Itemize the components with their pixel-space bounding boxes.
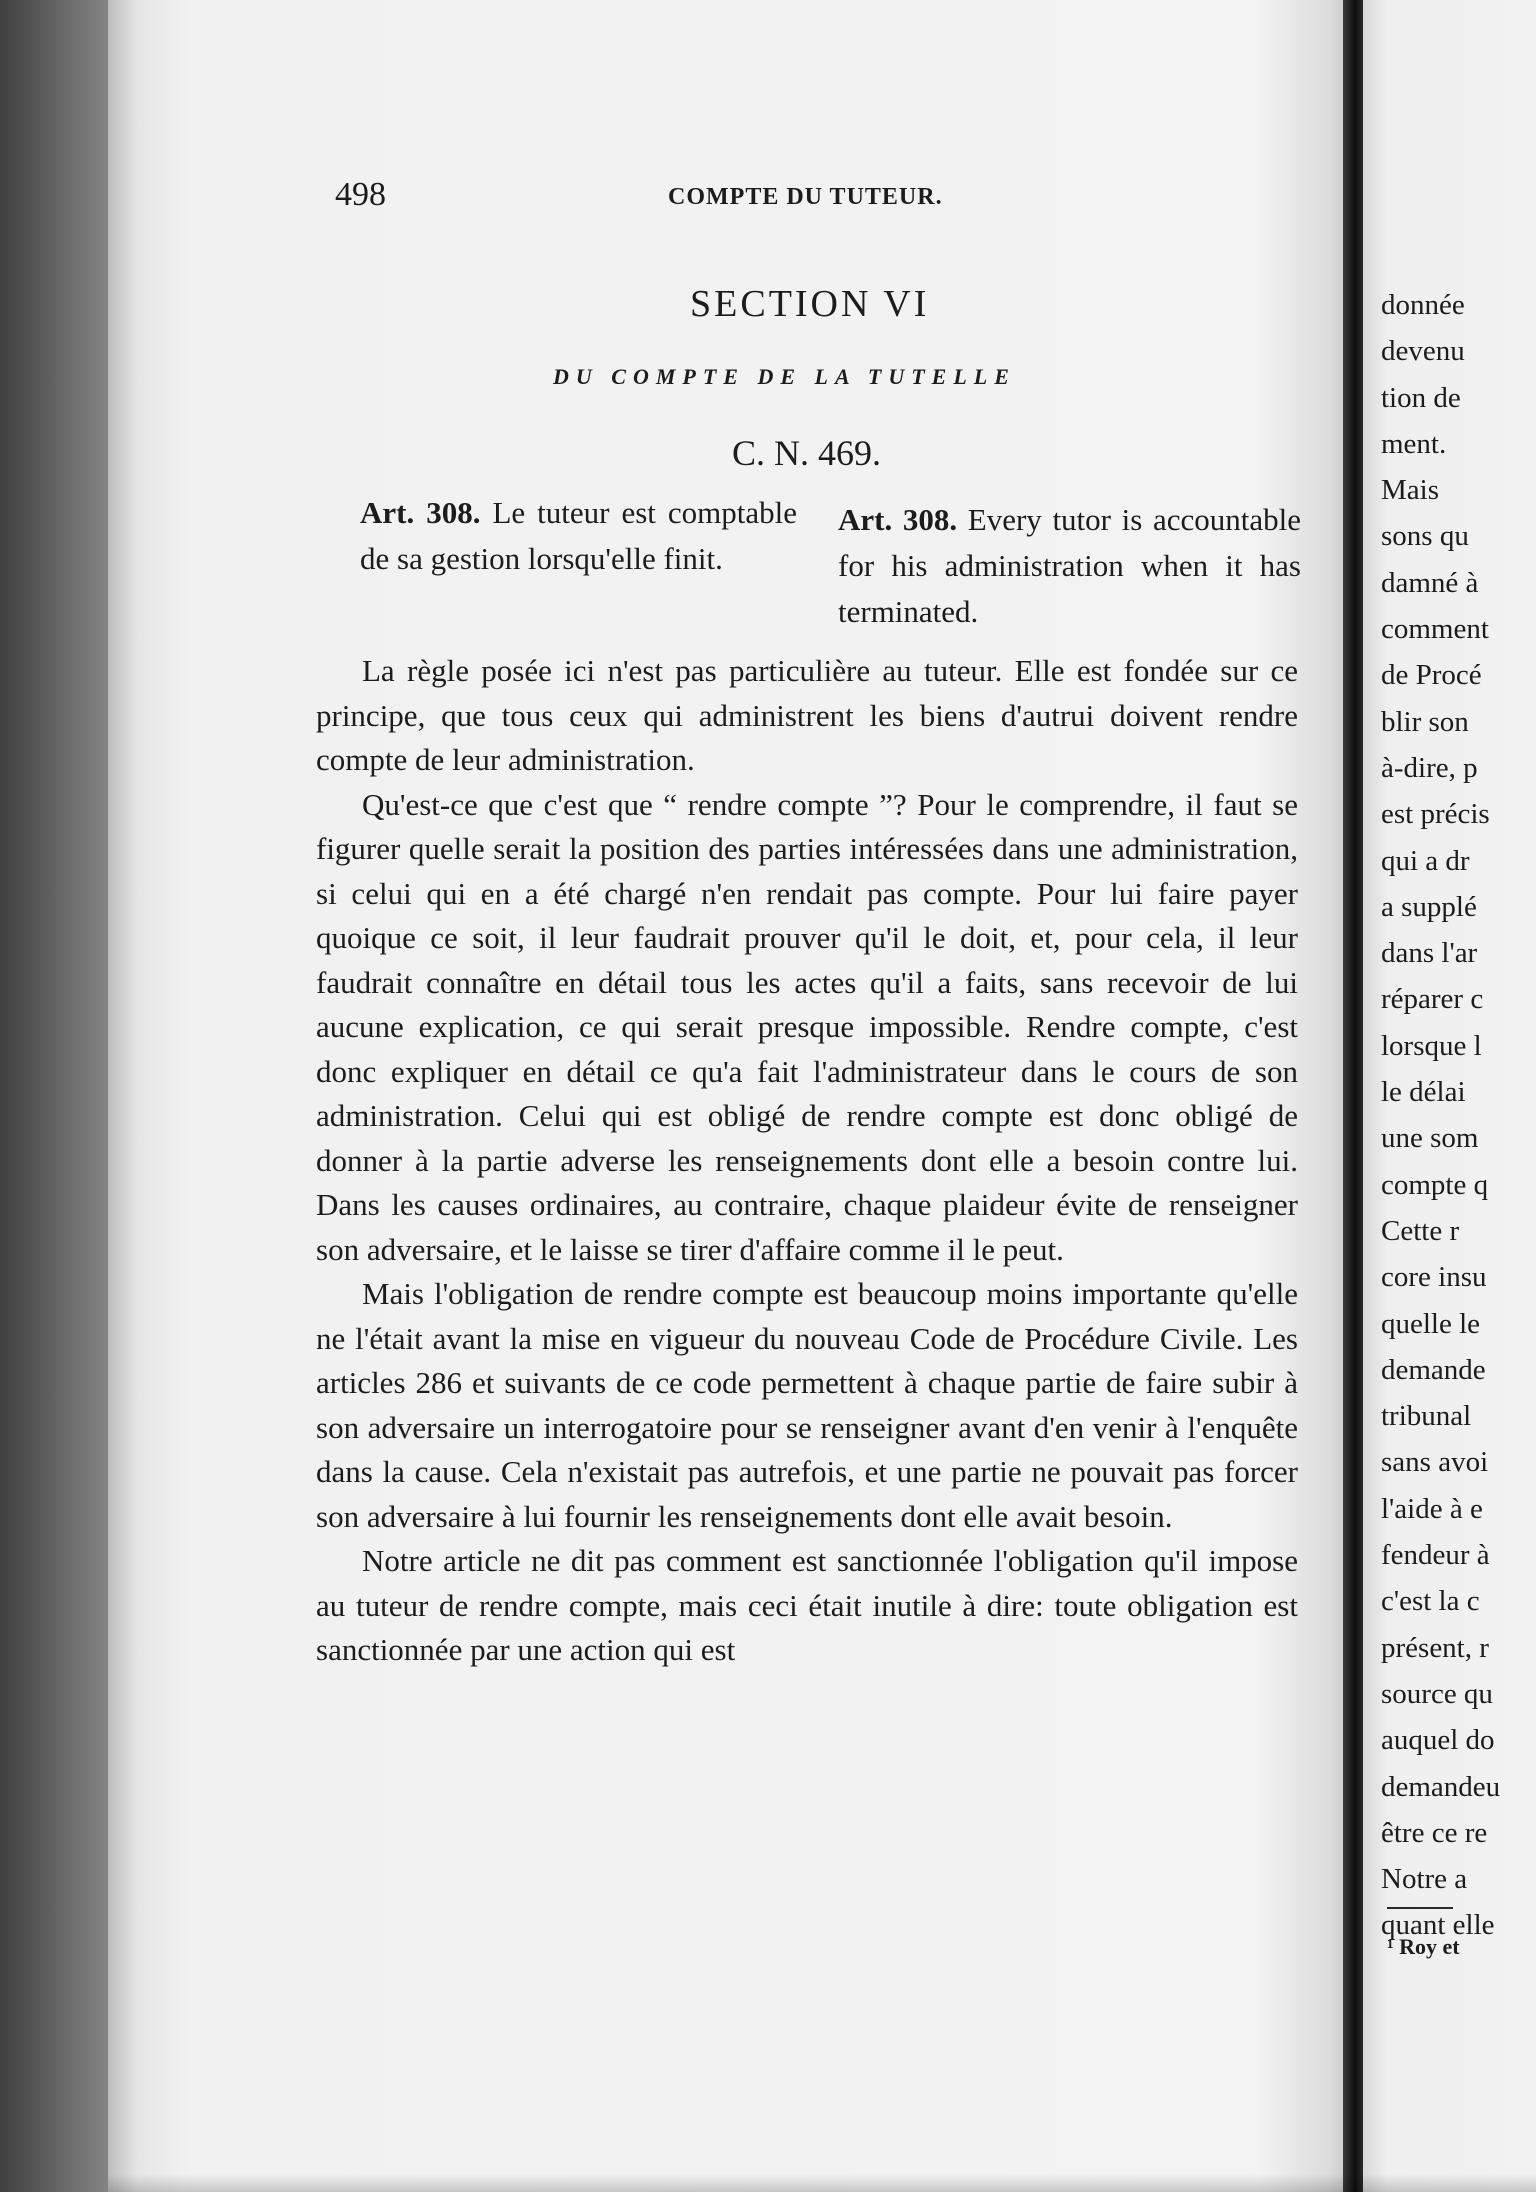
right-page-line: compte q [1381, 1168, 1489, 1201]
right-page-line: qui a dr [1381, 844, 1470, 877]
right-page-line: a supplé [1381, 890, 1477, 923]
article-english [838, 497, 1301, 635]
right-page-line: blir son [1381, 705, 1469, 738]
right-page-line: damné à [1381, 566, 1479, 599]
article-english-number: Art. 308. [838, 502, 958, 537]
right-page-line: présent, r [1381, 1631, 1489, 1664]
paragraph: Mais l'obligation de rendre compte est beaucoup moins importante qu'elle ne l'était avant la mise en vigueur du nouveau Code de Procédure Civile. Les articles 286 et suivants de ce code permettent à chaque partie de faire subir à son adversaire un interrogatoire pour se renseigner avant d'en venir à l'enquête dans la cause. Cela n'existait pas autrefois, et une partie ne pouvait pas forcer son adversaire à lui fournir les renseignements dont elle avait besoin. [316, 1276, 1298, 1534]
right-page-line: quelle le [1381, 1307, 1481, 1340]
right-page-line: être ce re [1381, 1816, 1488, 1849]
running-head: COMPTE DU TUTEUR. [668, 184, 943, 210]
right-page-footnote: ¹ Roy et [1387, 1934, 1460, 1959]
book-binding-edge [0, 0, 118, 2192]
right-page-line: Mais [1381, 474, 1439, 507]
paragraph: Qu'est-ce que c'est que “ rendre compte ”? Pour le comprendre, il faut se figurer quelle serait la position des parties intéressées dans une administration, si celui qui en a été chargé n'en rendait pas compte. Pour lui faire payer quoique ce soit, il leur faudrait prouver qu'il le doit, et, pour cela, il leur faudrait connaître en détail tous les actes qu'il a faits, sans recevoir de lui aucune explication, ce qui serait presque impossible. Rendre compte, c'est donc expliquer en détail ce qu'a fait l'administrateur dans le cours de son administration. Celui qui est obligé de rendre compte est donc obligé de donner à la partie adverse les renseignements dont elle a besoin contre lui. Dans les causes ordinaires, au contraire, chaque plaideur évite de renseigner son adversaire, et le laisse se tirer d'affaire comme il le peut. [316, 786, 1298, 1267]
book-gutter [1343, 0, 1363, 2192]
code-reference: C. N. 469. [732, 433, 882, 473]
right-page-line: à-dire, p [1381, 751, 1478, 784]
article-french-text: Le tuteur est comptable de sa gestion lorsqu'elle finit. [360, 495, 797, 576]
right-page-line: c'est la c [1381, 1585, 1480, 1618]
right-page-line: demande [1381, 1353, 1486, 1386]
section-title: SECTION VI [690, 283, 930, 325]
right-page-line: sons qu [1381, 520, 1469, 553]
right-page-line: core insu [1381, 1261, 1487, 1294]
right-page-line: l'aide à e [1381, 1492, 1483, 1525]
article-french-number: Art. 308. [360, 495, 481, 530]
page-number: 498 [335, 176, 386, 213]
right-page-line: lorsque l [1381, 1029, 1482, 1062]
right-page-line: sans avoi [1381, 1446, 1489, 1479]
footnote-rule [1387, 1907, 1453, 1909]
right-page-line: réparer c [1381, 983, 1484, 1016]
right-page-line: Cette r [1381, 1214, 1460, 1247]
right-page-line: ment. [1381, 427, 1447, 460]
paragraph: La règle posée ici n'est pas particulière au tuteur. Elle est fondée sur ce principe, que tous ceux qui administrent les biens d'autrui doivent rendre compte de leur administration. [316, 653, 1298, 777]
right-page-line: dans l'ar [1381, 937, 1478, 970]
right-page-line: quant elle [1381, 1909, 1495, 1942]
right-page-line: fendeur à [1381, 1539, 1490, 1572]
right-page-line: comment [1381, 613, 1489, 646]
right-page-line: tion de [1381, 381, 1461, 414]
paragraph: Notre article ne dit pas comment est sanctionnée l'obligation qu'il impose au tuteur de rendre compte, mais ceci était inutile à dire: toute obligation est sanctionnée par une action qui est [316, 1543, 1298, 1667]
right-page-line: le délai [1381, 1076, 1466, 1109]
right-page-line: source qu [1381, 1677, 1493, 1710]
article-english-text: Every tutor is accountable for his administration when it has terminated. [838, 502, 1301, 629]
right-page-line: de Procé [1381, 659, 1482, 692]
right-page-line: demandeu [1381, 1770, 1501, 1803]
right-page-text [1381, 282, 1500, 1949]
commentary-body [316, 649, 1298, 1673]
right-page-line: auquel do [1381, 1724, 1495, 1757]
right-page-line: tribunal [1381, 1400, 1472, 1433]
right-page-line: devenu [1381, 335, 1465, 368]
section-subtitle: DU COMPTE DE LA TUTELLE [553, 364, 1016, 389]
right-page-line: est précis [1381, 798, 1490, 831]
right-page [1363, 0, 1536, 2192]
bottom-shadow [108, 2174, 1536, 2192]
right-page-line: une som [1381, 1122, 1479, 1155]
right-page-line: donnée [1381, 289, 1465, 321]
article-french [360, 490, 797, 582]
right-page-line: Notre a [1381, 1863, 1468, 1896]
